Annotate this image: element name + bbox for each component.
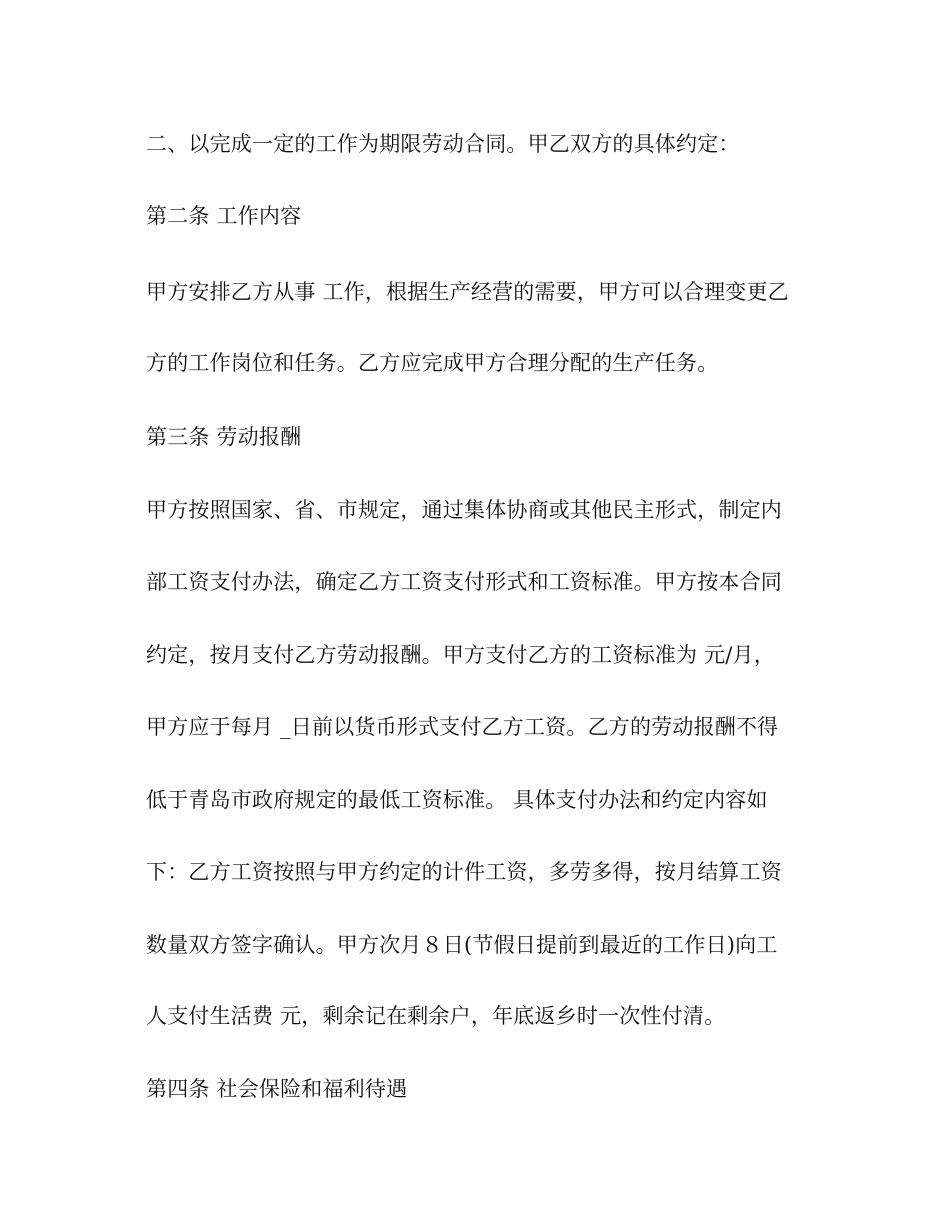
section-heading: 第三条 劳动报酬 [146,425,302,449]
text-line: 约定，按月支付乙方劳动报酬。甲方支付乙方的工资标准为 元/月， [146,643,775,667]
text-line: 下：乙方工资按照与甲方约定的计件工资，多劳多得，按月结算工资 [146,860,782,884]
text-line: 甲方安排乙方从事 工作，根据生产经营的需要，甲方可以合理变更乙 [146,280,789,304]
text-line: 甲方按照国家、省、市规定，通过集体协商或其他民主形式，制定内 [146,498,782,522]
section-heading: 第二条 工作内容 [146,204,302,228]
text-line: 数量双方签字确认。甲方次月８日(节假日提前到最近的工作日)向工 [146,933,778,957]
text-line: 二、以完成一定的工作为期限劳动合同。甲乙双方的具体约定： [146,132,740,156]
text-line: 人支付生活费 元，剩余记在剩余户，年底返乡时一次性付清。 [146,1004,726,1028]
text-line: 低于青岛市政府规定的最低工资标准。 具体支付办法和约定内容如 [146,788,768,812]
section-heading: 第四条 社会保险和福利待遇 [146,1077,408,1101]
text-line: 甲方应于每月 _日前以货币形式支付乙方工资。乙方的劳动报酬不得 [146,715,779,739]
text-line: 方的工作岗位和任务。乙方应完成甲方合理分配的生产任务。 [146,351,719,375]
text-line: 部工资支付办法，确定乙方工资支付形式和工资标准。甲方按本合同 [146,570,782,594]
